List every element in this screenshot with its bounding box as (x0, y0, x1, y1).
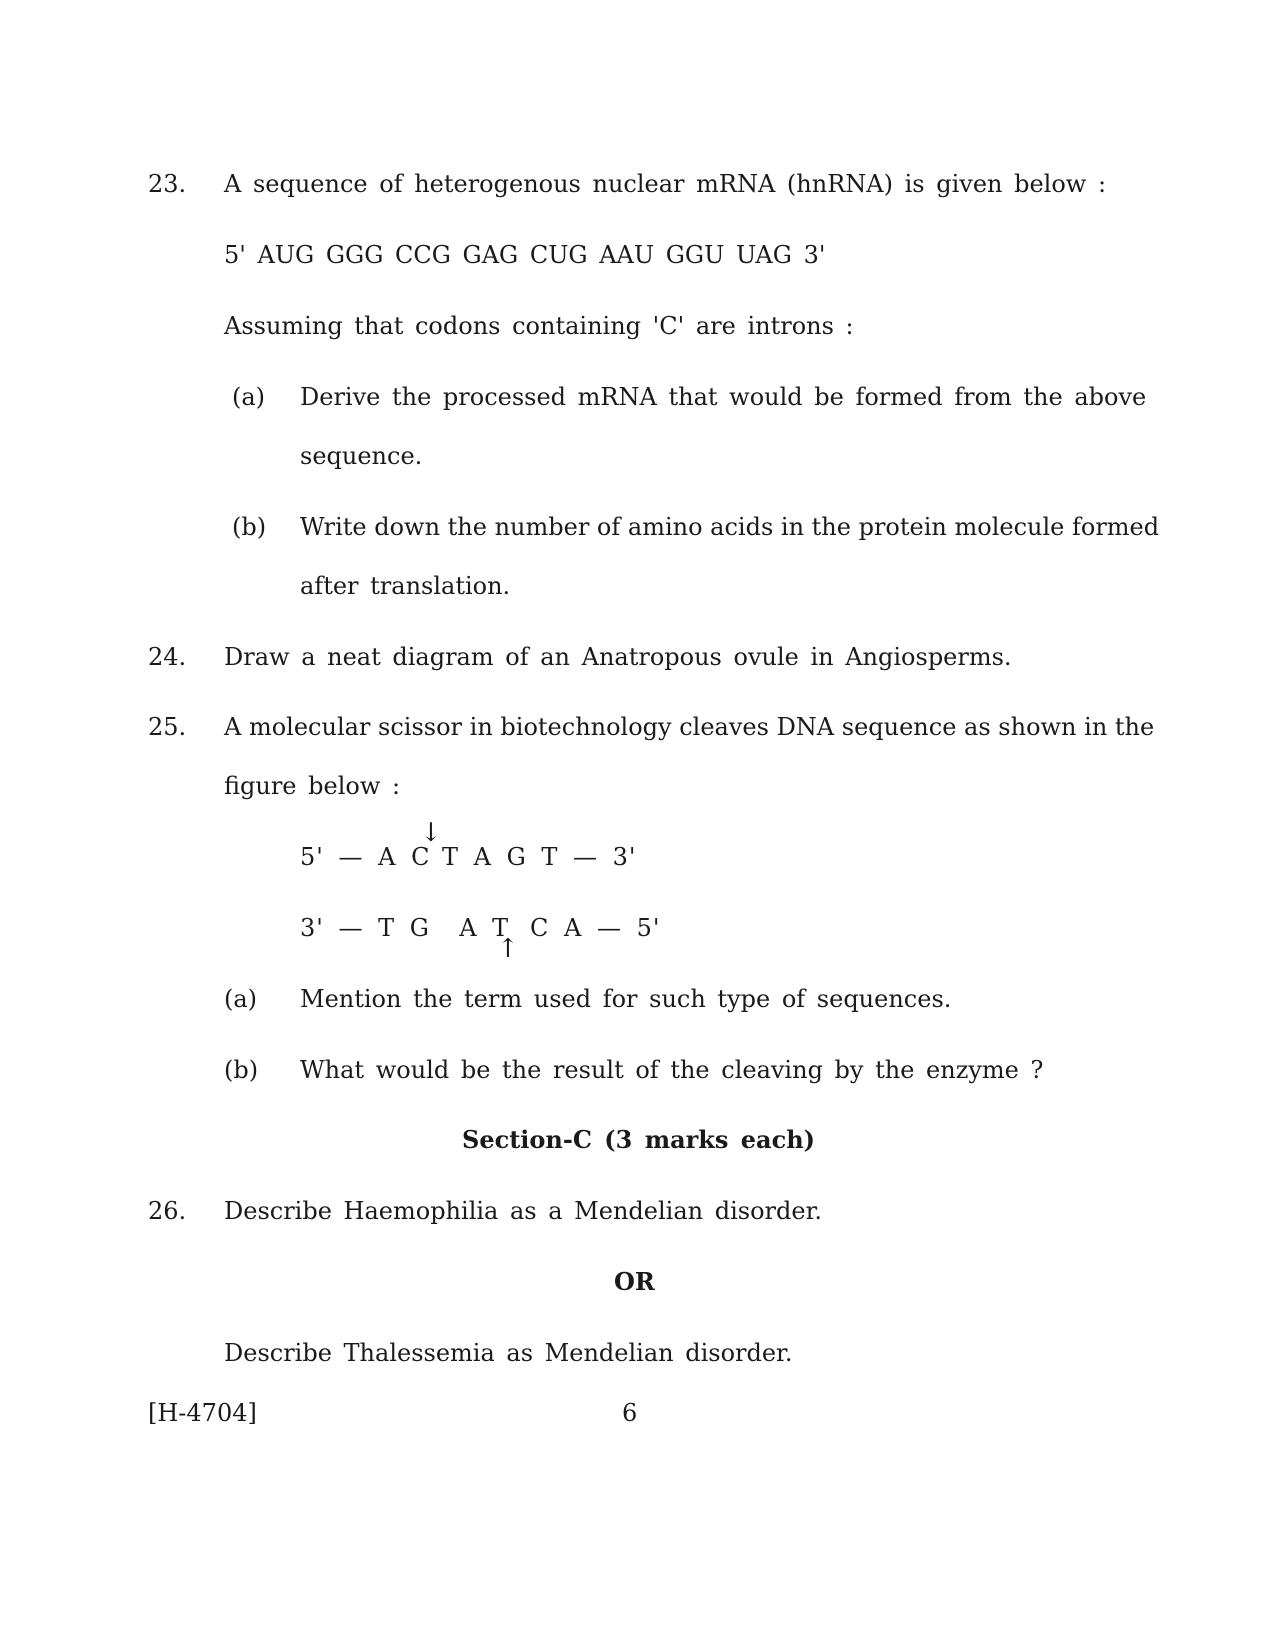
question-25-line2: figure below : (224, 772, 401, 800)
question-26-alternative: Describe Thalessemia as Mendelian disorder. (224, 1339, 793, 1367)
question-25-line1: A molecular scissor in biotechnology cleaves DNA sequence as shown in the (224, 713, 1155, 741)
question-23-intro: A sequence of heterogenous nuclear mRNA (hnRNA) is given below : (224, 170, 1107, 198)
dna-top-strand-right: T A G T — 3' (442, 843, 637, 871)
question-23-number: 23. (148, 170, 187, 198)
question-24-text: Draw a neat diagram of an Anatropous ovule in Angiosperms. (224, 643, 1012, 671)
page-number: 6 (622, 1399, 638, 1427)
dna-bottom-strand-left: 3' — T G A T (300, 914, 510, 942)
section-heading: Section-C (3 marks each) (462, 1125, 816, 1154)
question-25b-label: (b) (224, 1056, 259, 1084)
question-25a-text: Mention the term used for such type of sequences. (300, 985, 952, 1013)
question-23b-line2: after translation. (300, 572, 511, 600)
question-23b-line1: Write down the number of amino acids in the protein molecule formed (300, 513, 1160, 541)
or-divider: OR (614, 1267, 655, 1296)
question-23a-label: (a) (232, 383, 266, 411)
question-23b-label: (b) (232, 513, 267, 541)
paper-code: [H-4704] (148, 1399, 257, 1427)
question-25-number: 25. (148, 713, 187, 741)
cleavage-arrow-up-icon: ↑ (497, 934, 519, 964)
question-24-number: 24. (148, 643, 187, 671)
question-25b-text: What would be the result of the cleaving by the enzyme ? (300, 1056, 1044, 1084)
hnrna-sequence: 5' AUG GGG CCG GAG CUG AAU GGU UAG 3' (224, 241, 826, 269)
dna-top-strand-left: 5' — A C (300, 843, 431, 871)
question-25a-label: (a) (224, 985, 258, 1013)
question-23a-line1: Derive the processed mRNA that would be formed from the above (300, 383, 1147, 411)
question-23a-line2: sequence. (300, 442, 423, 470)
question-26-number: 26. (148, 1197, 187, 1225)
question-23-assumption: Assuming that codons containing 'C' are introns : (224, 312, 854, 340)
question-26-text: Describe Haemophilia as a Mendelian disorder. (224, 1197, 823, 1225)
cleavage-arrow-down-icon: ↓ (420, 818, 442, 848)
dna-bottom-strand-right: C A — 5' (530, 914, 661, 942)
